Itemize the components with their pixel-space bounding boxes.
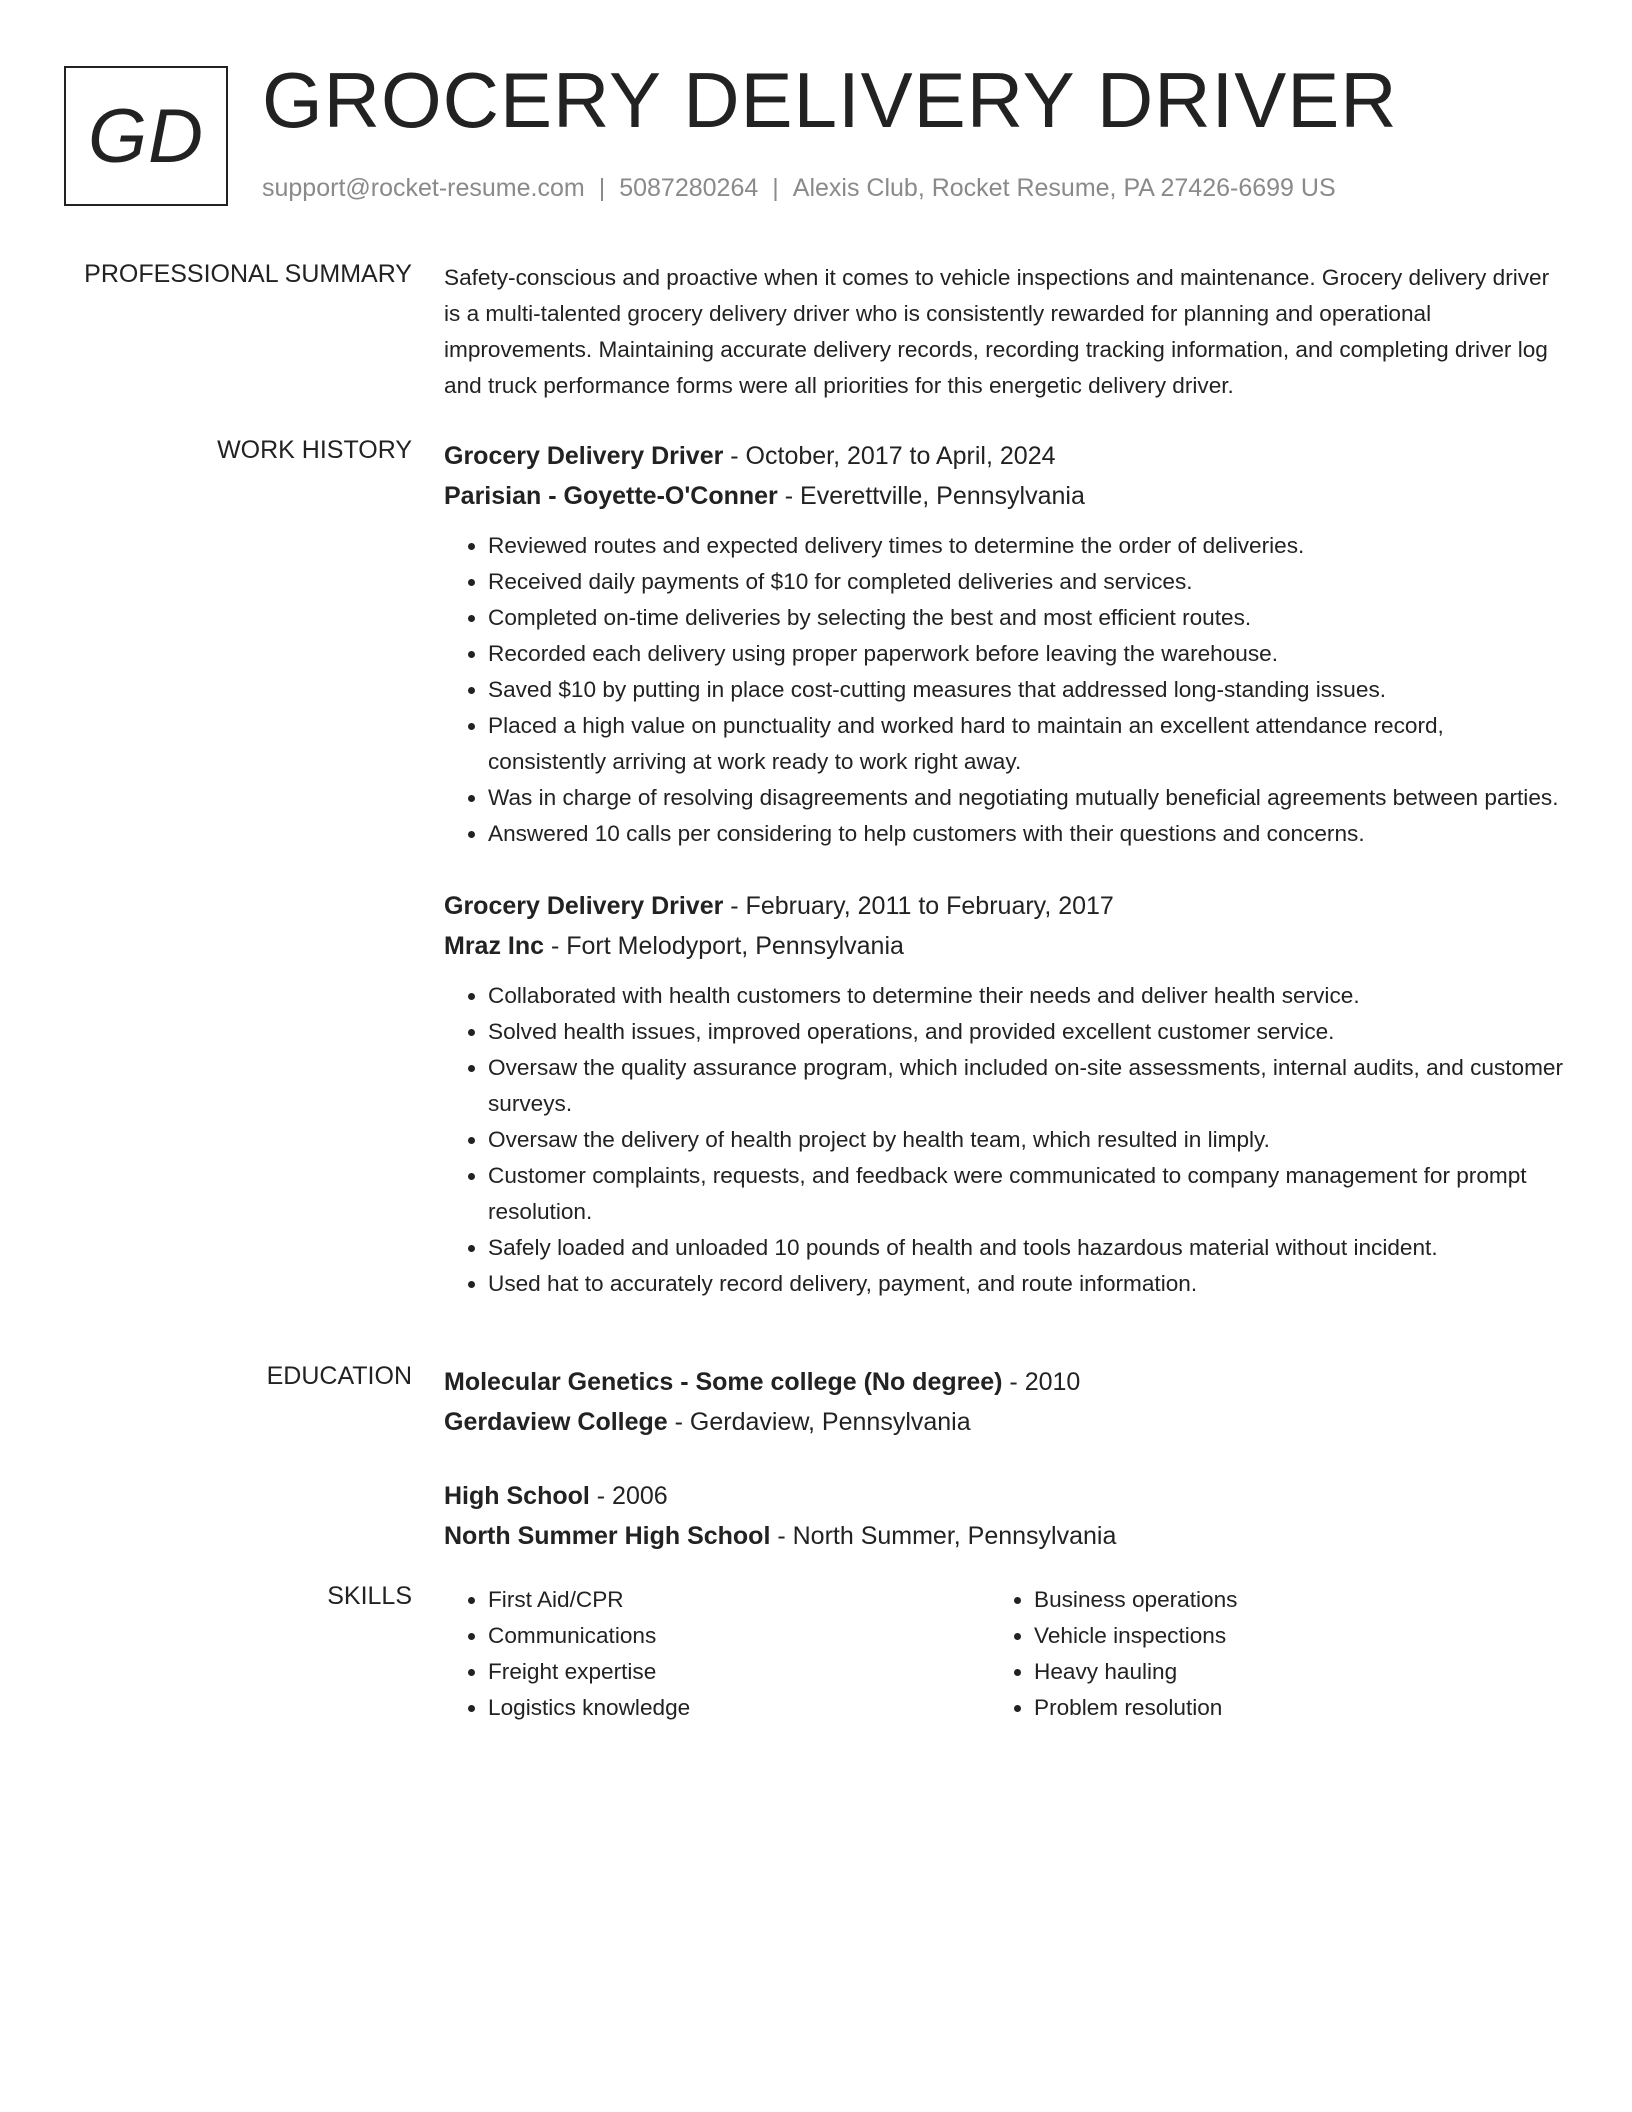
education-body <box>444 1362 1564 1556</box>
job-entry <box>444 886 1564 1302</box>
job-employer: Parisian - Goyette-O'Conner <box>444 482 778 510</box>
degree-line <box>444 1476 1564 1516</box>
summary-title: PROFESSIONAL SUMMARY <box>84 260 412 288</box>
skill-item: • Vehicle inspections <box>1034 1618 1536 1654</box>
education-title: EDUCATION <box>266 1362 412 1390</box>
work-history-body <box>444 436 1564 1302</box>
school-location: - North Summer, Pennsylvania <box>770 1522 1117 1550</box>
school-line <box>444 1402 1564 1442</box>
school-name: North Summer High School <box>444 1522 771 1550</box>
list-item: • Customer complaints, requests, and feedback were communicated to company management for prompt resolution. <box>488 1158 1564 1230</box>
work-history-title: WORK HISTORY <box>217 436 412 464</box>
list-item: • Collaborated with health customers to determine their needs and deliver health service. <box>488 978 1564 1014</box>
list-item: • Recorded each delivery using proper paperwork before leaving the warehouse. <box>488 636 1564 672</box>
job-location: - Everettville, Pennsylvania <box>777 482 1085 510</box>
list-item: • Placed a high value on punctuality and worked hard to maintain an excellent attendance record, consistently arriving at work ready to work right away. <box>488 708 1564 780</box>
summary-body <box>444 260 1564 404</box>
education-entry <box>444 1362 1564 1442</box>
skills-title: SKILLS <box>327 1582 412 1610</box>
education-entry <box>444 1476 1564 1556</box>
summary-text: Safety-conscious and proactive when it comes to vehicle inspections and maintenance. Grocery delivery driver is a multi-talented grocery delivery driver who is consistently rewarded for planning and operational improvements. Maintaining accurate delivery records, recording tracking information, and completing driver log and truck performance forms were all priorities for this energetic delivery driver. <box>444 265 1550 398</box>
skills-list-left <box>444 1582 990 1726</box>
resume-name: GROCERY DELIVERY DRIVER <box>262 56 1398 144</box>
skill-item: • First Aid/CPR <box>488 1582 990 1618</box>
job-location: - Fort Melodyport, Pennsylvania <box>544 932 904 960</box>
contact-address: Alexis Club, Rocket Resume, PA 27426-6699 US <box>792 174 1336 202</box>
contact-separator: | <box>772 174 779 202</box>
job-dates: - October, 2017 to April, 2024 <box>723 442 1056 470</box>
list-item: • Solved health issues, improved operations, and provided excellent customer service. <box>488 1014 1564 1050</box>
contact-phone: 5087280264 <box>619 174 759 202</box>
skill-item: • Communications <box>488 1618 990 1654</box>
contact-email: support@rocket-resume.com <box>262 174 585 202</box>
list-item: • Used hat to accurately record delivery, payment, and route information. <box>488 1266 1564 1302</box>
monogram-box <box>64 66 228 206</box>
list-item: • Oversaw the quality assurance program, which included on-site assessments, internal audits, and customer surveys. <box>488 1050 1564 1122</box>
degree-year: - 2006 <box>589 1482 668 1510</box>
list-item: • Answered 10 calls per considering to help customers with their questions and concerns. <box>488 816 1564 852</box>
list-item: • Safely loaded and unloaded 10 pounds of health and tools hazardous material without incident. <box>488 1230 1564 1266</box>
degree-line <box>444 1362 1564 1402</box>
job-role: Grocery Delivery Driver <box>444 442 724 470</box>
job-employer-line <box>444 476 1564 516</box>
job-employer-line <box>444 926 1564 966</box>
list-item: • Saved $10 by putting in place cost-cutting measures that addressed long-standing issues. <box>488 672 1564 708</box>
school-name: Gerdaview College <box>444 1408 668 1436</box>
contact-line <box>262 174 1336 203</box>
skill-item: • Heavy hauling <box>1034 1654 1536 1690</box>
degree-name: Molecular Genetics - Some college (No degree) <box>444 1368 1003 1396</box>
skill-item: • Problem resolution <box>1034 1690 1536 1726</box>
job-employer: Mraz Inc <box>444 932 545 960</box>
skills-columns <box>444 1582 1564 1726</box>
job-title-line <box>444 436 1564 476</box>
degree-year: - 2010 <box>1002 1368 1081 1396</box>
degree-name: High School <box>444 1482 590 1510</box>
list-item: • Oversaw the delivery of health project by health team, which resulted in limply. <box>488 1122 1564 1158</box>
job-title-line <box>444 886 1564 926</box>
job-role: Grocery Delivery Driver <box>444 892 724 920</box>
job-bullets <box>444 528 1564 852</box>
skills-list-right <box>990 1582 1536 1726</box>
job-bullets <box>444 978 1564 1302</box>
job-entry <box>444 436 1564 852</box>
job-dates: - February, 2011 to February, 2017 <box>723 892 1114 920</box>
school-location: - Gerdaview, Pennsylvania <box>667 1408 971 1436</box>
school-line <box>444 1516 1564 1556</box>
skill-item: • Logistics knowledge <box>488 1690 990 1726</box>
list-item: • Received daily payments of $10 for completed deliveries and services. <box>488 564 1564 600</box>
skills-body <box>444 1582 1564 1726</box>
skill-item: • Business operations <box>1034 1582 1536 1618</box>
list-item: • Was in charge of resolving disagreements and negotiating mutually beneficial agreements between parties. <box>488 780 1564 816</box>
list-item: • Reviewed routes and expected delivery times to determine the order of deliveries. <box>488 528 1564 564</box>
skill-item: • Freight expertise <box>488 1654 990 1690</box>
list-item: • Completed on-time deliveries by selecting the best and most efficient routes. <box>488 600 1564 636</box>
monogram-initials: GD <box>88 93 204 179</box>
contact-separator: | <box>598 174 606 202</box>
